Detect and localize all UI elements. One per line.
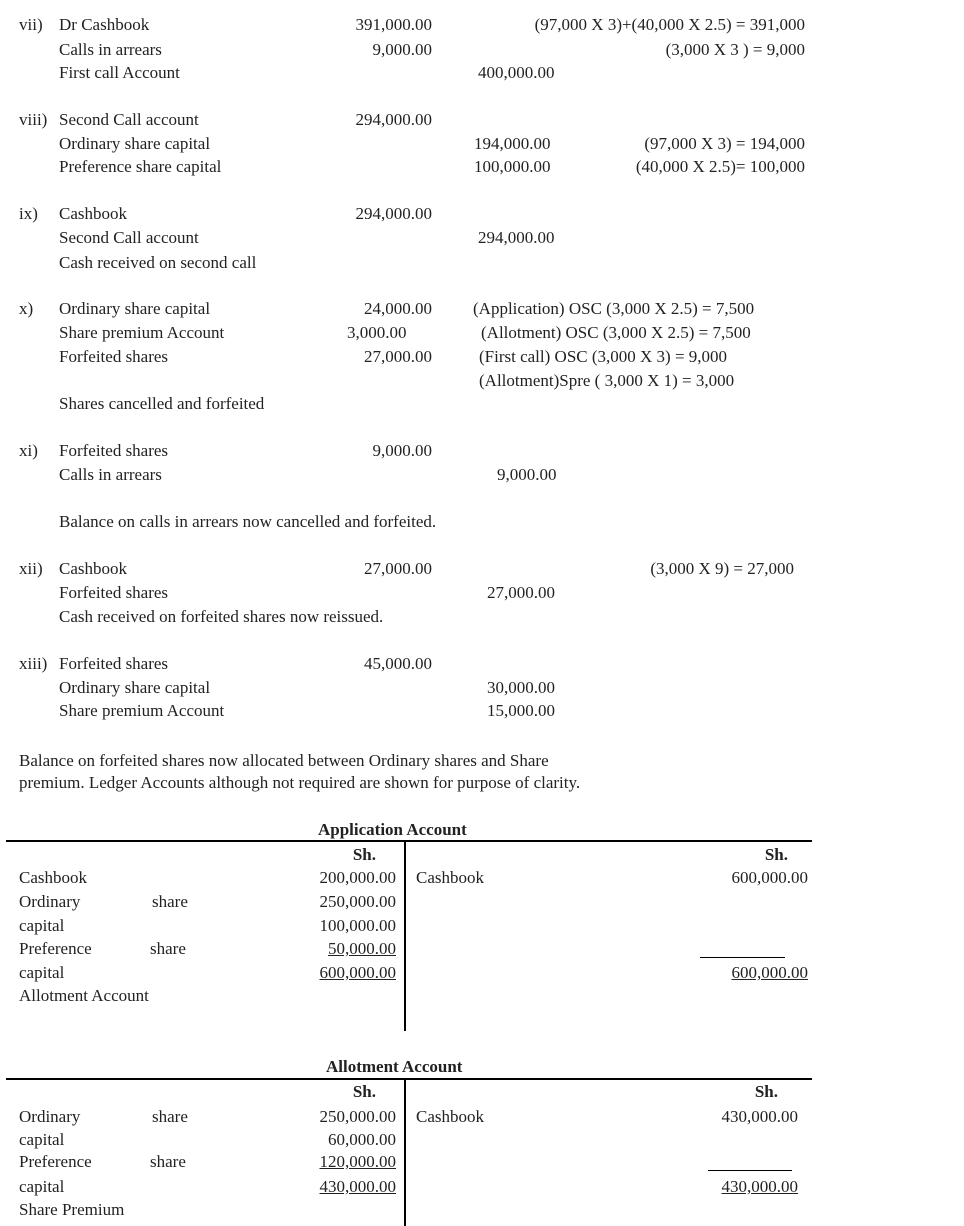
ledger-amount: 430,000.00 — [721, 1107, 798, 1126]
account-line: Calls in arrears — [59, 40, 162, 59]
calculation: (Allotment)Spre ( 3,000 X 1) = 3,000 — [479, 371, 735, 390]
subtotal-rule — [700, 957, 785, 958]
entry-number: ix) — [19, 204, 38, 223]
calculation: (Allotment) OSC (3,000 X 2.5) = 7,500 — [481, 323, 751, 342]
credit-amount: 100,000.00 — [474, 157, 551, 176]
ledger-label: Allotment Account — [19, 986, 149, 1005]
calculation: (97,000 X 3)+(40,000 X 2.5) = 391,000 — [534, 15, 805, 34]
ledger-label: capital — [19, 963, 65, 982]
ledger-amount: 250,000.00 — [319, 892, 396, 911]
narration: Cash received on second call — [59, 253, 257, 272]
ledger-label: capital — [19, 1130, 65, 1149]
ledger-amount: 100,000.00 — [319, 916, 396, 935]
ledger-label: Preference — [19, 939, 92, 958]
ledger-amount: 60,000.00 — [328, 1130, 396, 1149]
currency-header: Sh. — [352, 845, 376, 864]
calculation: (First call) OSC (3,000 X 3) = 9,000 — [479, 347, 728, 366]
ledger-label: Cashbook — [416, 868, 484, 887]
ledger-label: Share Premium — [19, 1200, 125, 1219]
calculation: (40,000 X 2.5)= 100,000 — [635, 157, 805, 176]
account-line: Cashbook — [59, 559, 127, 578]
debit-amount: 294,000.00 — [355, 204, 432, 223]
calculation: (3,000 X 3 ) = 9,000 — [665, 40, 805, 59]
currency-header: Sh. — [754, 1082, 778, 1101]
ledger-label: Ordinary — [19, 892, 81, 911]
account-line: Forfeited shares — [59, 583, 169, 602]
debit-amount: 294,000.00 — [355, 110, 432, 129]
account-line: Preference share capital — [59, 157, 222, 176]
credit-amount: 30,000.00 — [487, 678, 555, 697]
ledger-label: Cashbook — [19, 868, 87, 887]
ledger-total: 600,000.00 — [319, 963, 396, 982]
debit-amount: 391,000.00 — [355, 15, 432, 34]
narration: Balance on calls in arrears now cancelled and forfeited. — [59, 512, 437, 531]
ledger-amount: 50,000.00 — [328, 939, 396, 958]
account-line: Second Call account — [59, 110, 199, 129]
ledger-label: capital — [19, 916, 65, 935]
account-line: Forfeited shares — [59, 654, 169, 673]
ledger-amount: 200,000.00 — [319, 868, 396, 887]
account-line: Second Call account — [59, 228, 199, 247]
account-line: Share premium Account — [59, 323, 225, 342]
account-line: Ordinary share capital — [59, 678, 211, 697]
ledger-amount: 120,000.00 — [319, 1152, 396, 1171]
ledger-label: capital — [19, 1177, 65, 1196]
account-line: Dr Cashbook — [59, 15, 150, 34]
ledger-label: share — [150, 1152, 186, 1171]
debit-amount: 27,000.00 — [364, 347, 432, 366]
entry-number: xii) — [19, 559, 43, 578]
debit-amount: 9,000.00 — [372, 40, 432, 59]
debit-amount: 3,000.00 — [347, 323, 407, 342]
ledger-label: Preference — [19, 1152, 92, 1171]
debit-amount: 27,000.00 — [364, 559, 432, 578]
currency-header: Sh. — [352, 1082, 376, 1101]
calculation: (Application) OSC (3,000 X 2.5) = 7,500 — [473, 299, 755, 318]
account-line: Forfeited shares — [59, 347, 169, 366]
ledger-label: share — [152, 892, 188, 911]
ledger-amount: 250,000.00 — [319, 1107, 396, 1126]
ledger-total: 430,000.00 — [319, 1177, 396, 1196]
ledger-title: Allotment Account — [326, 1057, 463, 1076]
narration: Cash received on forfeited shares now reissued. — [59, 607, 384, 626]
calculation: (3,000 X 9) = 27,000 — [650, 559, 794, 578]
credit-amount: 15,000.00 — [487, 701, 555, 720]
ledger-amount: 600,000.00 — [731, 868, 808, 887]
entry-number: xi) — [19, 441, 38, 460]
account-line: Forfeited shares — [59, 441, 169, 460]
ledger-top-rule — [6, 840, 812, 842]
credit-amount: 194,000.00 — [474, 134, 551, 153]
ledger-top-rule — [6, 1078, 812, 1080]
debit-amount: 9,000.00 — [372, 441, 432, 460]
note-line: premium. Ledger Accounts although not required are shown for purpose of clarity. — [19, 773, 581, 792]
account-line: Ordinary share capital — [59, 134, 211, 153]
account-line: Share premium Account — [59, 701, 225, 720]
entry-number: xiii) — [19, 654, 48, 673]
debit-amount: 45,000.00 — [364, 654, 432, 673]
account-line: Cashbook — [59, 204, 127, 223]
account-line: Ordinary share capital — [59, 299, 211, 318]
ledger-label: Cashbook — [416, 1107, 484, 1126]
credit-amount: 9,000.00 — [497, 465, 557, 484]
ledger-label: share — [152, 1107, 188, 1126]
credit-amount: 294,000.00 — [478, 228, 555, 247]
ledger-label: share — [150, 939, 186, 958]
calculation: (97,000 X 3) = 194,000 — [644, 134, 805, 153]
credit-amount: 27,000.00 — [487, 583, 555, 602]
entry-number: viii) — [19, 110, 48, 129]
account-line: Calls in arrears — [59, 465, 162, 484]
currency-header: Sh. — [764, 845, 788, 864]
credit-amount: 400,000.00 — [478, 63, 555, 82]
account-line: First call Account — [59, 63, 180, 82]
ledger-total: 430,000.00 — [721, 1177, 798, 1196]
subtotal-rule — [708, 1170, 792, 1171]
entry-number: vii) — [19, 15, 43, 34]
note-line: Balance on forfeited shares now allocated between Ordinary shares and Share — [19, 751, 549, 770]
ledger-label: Ordinary — [19, 1107, 81, 1126]
ledger-title: Application Account — [318, 820, 467, 839]
ledger-center-rule — [404, 1079, 406, 1226]
ledger-center-rule — [404, 841, 406, 1031]
debit-amount: 24,000.00 — [364, 299, 432, 318]
ledger-total: 600,000.00 — [731, 963, 808, 982]
narration: Shares cancelled and forfeited — [59, 394, 265, 413]
entry-number: x) — [19, 299, 34, 318]
